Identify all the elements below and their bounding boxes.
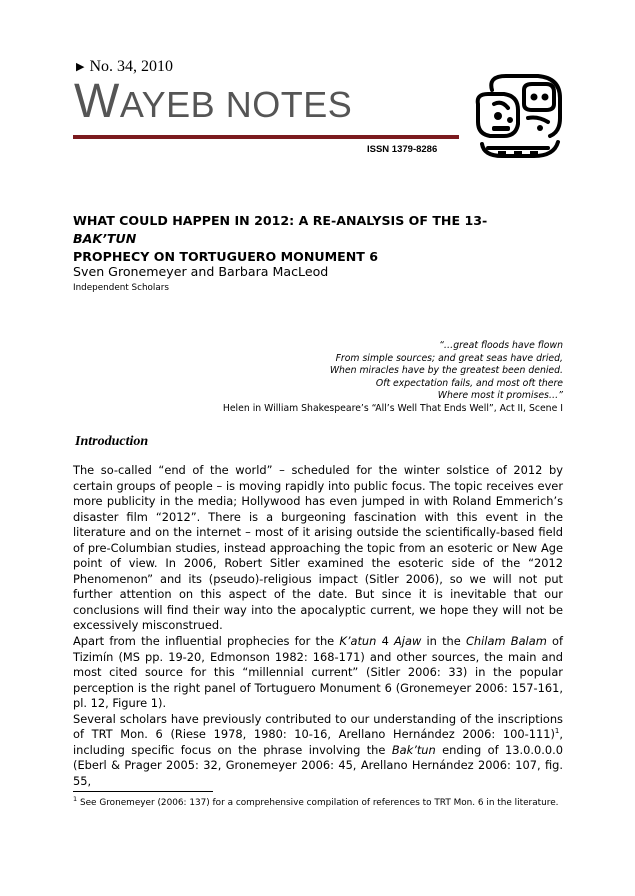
title-part-2: PROPHECY ON TORTUGUERO MONUMENT 6 bbox=[73, 249, 378, 264]
p2-katun: K’atun bbox=[339, 634, 377, 649]
issn: ISSN 1379-8286 bbox=[367, 144, 438, 155]
title-part-1: WHAT COULD HAPPEN IN 2012: A RE-ANALYSIS OF THE 13- bbox=[73, 213, 488, 228]
epigraph-line: Where most it promises…” bbox=[437, 390, 563, 402]
footnote-text: See Gronemeyer (2006: 137) for a comprehensive compilation of references to TRT Mon. 6 in the literature. bbox=[77, 798, 559, 808]
p2-text-a: Apart from the influential prophecies for the bbox=[73, 634, 340, 649]
footnote bbox=[73, 797, 563, 809]
p3-text-a: Several scholars have previously contributed to our understanding of the inscriptions of TRT Mon. 6 (Riese 1978, 1980: 10-16, Arellano Hernández 2006: 100-111) bbox=[73, 711, 563, 742]
authors: Sven Gronemeyer and Barbara MacLeod bbox=[73, 264, 329, 279]
series-notes: NOTES bbox=[225, 84, 353, 125]
article-title bbox=[73, 212, 543, 266]
body-text bbox=[73, 463, 563, 789]
footnote-number: 1 bbox=[73, 795, 78, 804]
series-title bbox=[74, 75, 353, 128]
p2-text-c: in the bbox=[421, 634, 466, 649]
masthead-rule bbox=[73, 135, 459, 139]
p3-text-b: , including specific focus on the phrase involving the bbox=[73, 727, 563, 757]
p2-text-b: 4 bbox=[376, 634, 395, 649]
issue-number bbox=[76, 58, 173, 76]
series-initial: W bbox=[74, 75, 120, 128]
triangle-bullet-icon: ▶ bbox=[76, 61, 85, 73]
epigraph-line: “…great floods have flown bbox=[439, 340, 563, 351]
paragraph-2 bbox=[73, 634, 563, 712]
p2-ajaw: Ajaw bbox=[394, 634, 422, 649]
epigraph-line: When miracles have by the greatest been denied. bbox=[329, 365, 563, 377]
paragraph-3 bbox=[73, 712, 563, 790]
p3-text-c: ending of 13.0.0.0.0 (Eberl & Prager 2005: 32, Gronemeyer 2006: 45, Arellano Hernández 2006: 107, fig. 55, bbox=[73, 742, 563, 788]
footnote-rule bbox=[73, 791, 213, 792]
epigraph-line: Oft expectation fails, and most oft there bbox=[375, 377, 563, 389]
affiliation: Independent Scholars bbox=[73, 283, 169, 293]
p2-text-d: of Tizimín (MS pp. 19-20, Edmonson 1982: 168-171) and other sources, the main and most cited source for this “millennial current” (Sitler 2006: 33) in the popular perception is the right panel of Tortuguero Monument 6 (Gronemeyer 2006: 157-161, pl. 12, Figure 1). bbox=[73, 634, 563, 711]
epigraph bbox=[223, 340, 563, 416]
section-heading: Introduction bbox=[75, 434, 149, 449]
epigraph-line: From simple sources; and great seas have dried, bbox=[335, 352, 563, 364]
epigraph-attribution: Helen in William Shakespeare’s “All’s Well That Ends Well”, Act II, Scene I bbox=[222, 402, 563, 414]
p3-baktun: Bak’tun bbox=[391, 742, 436, 757]
series-word: AYEB bbox=[119, 84, 216, 125]
paragraph-1: The so-called “end of the world” – scheduled for the winter solstice of 2012 by certain groups of people – is moving rapidly into public focus. The topic receives ever more publicity in the media; Hollywood has even jumped in with Roland Emmerich’s disaster film “2012”. There is a burgeoning fascination with this event in the literature and on the internet – most of it arising outside the scientifically-based field of pre-Columbian studies, instead approaching the topic from an esoteric or New Age point of view. In 2006, Robert Sitler examined the esoteric side of the “2012 Phenomenon” and its (pseudo)-religious impact (Sitler 2006), so we will not put further attention on this aspect of the date. But since it is inevitable that our conclusions will find their way into the apocalyptic current, we hope they will not be excessively misconstrued. bbox=[73, 463, 563, 633]
maya-glyph-logo-icon bbox=[468, 70, 568, 160]
p2-chilam-balam: Chilam Balam bbox=[465, 634, 547, 649]
footnote-ref[interactable]: 1 bbox=[554, 727, 560, 736]
issue-label: No. 34, 2010 bbox=[89, 58, 174, 75]
title-italic: BAK’TUN bbox=[73, 231, 137, 246]
